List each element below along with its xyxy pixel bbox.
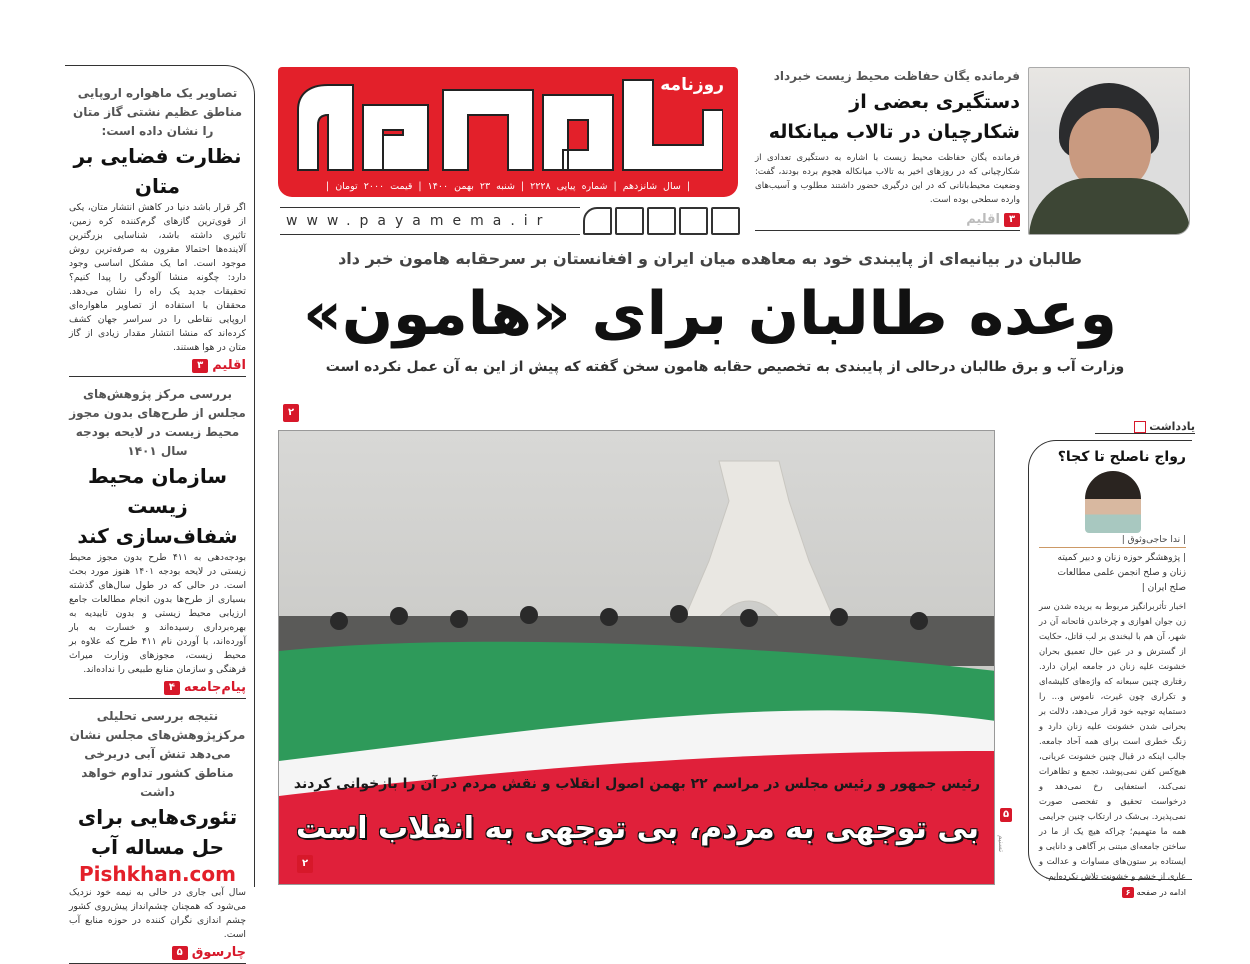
story-body: بودجه‌دهی به ۴۱۱ طرح بدون مجوز محیط زیستی در لایحه بودجه ۱۴۰۱ هنوز مورد بحث است. در حالی که در طول سال‌های گذشته بسیاری از طرح‌ها بدون انجام مطالعات جامع ارزیابی محیط زیستی و بدون تاییدیه به بهره‌برداری رسیده‌اند و خسارت به بار آورده‌اند، با آوردن نام ۴۱۱ طرح که علاوه بر محیط زیست، مجوزهای وزارت میراث فرهنگی و سازمان منابع طبیعی را نداده‌اند. xyxy=(69,552,247,675)
watermark: Pishkhan.com xyxy=(79,862,236,886)
photo-credit: تسنیم xyxy=(997,835,1005,853)
note-label: یادداشت xyxy=(1149,420,1195,433)
section-name: اقلیم xyxy=(212,358,246,373)
story-headline: تئوری‌هایی برای حل مساله آب xyxy=(77,805,238,859)
side-page-number: ۵ xyxy=(1000,808,1012,822)
main-headline[interactable]: وعده طالبان برای «هامون» xyxy=(303,279,1117,349)
main-kicker: طالبان در بیانیه‌ای از پایبندی خود به معاهده میان ایران و افغانستان بر سرحقابه هامون خبر داد xyxy=(338,249,1082,268)
note-body: اخبار تأثربرانگیز مربوط به بریده شدن سر زن جوان اهوازی و چرخاندن فاتحانه آن در شهر، آن هم با لبخندی بر لب قاتل، حکایت از گسترش و در عین حال تعمیق بحران خشونت علیه زنان در جامعه ایران دارد. رفتاری چنین سبعانه که واژه‌های کلیشه‌ای و تکراری چون غیرت، ناموس و... را دستمایه توجیه خود قرار می‌دهد، دلالت بر بحرانی شدن خشونت علیه زنان دارد و زنگ خطری است برای همه آحاد جامعه. جالب اینکه در قبال چنین خشونت عریانی، هیچ‌کس کفن نمی‌پوشد، تجمع و تظاهرات نمی‌کند، استعفایی رخ نمی‌دهد و درخواست تحقیق و تفحصی صورت نمی‌پذیرد. بی‌شک در ارتکاب چنین جرایمی همه ما متهمیم؛ چراکه هیچ یک از ما در ساختن جامعه‌ای مبتنی بر آگاهی و دانایی و ایستاده بر ستون‌های مساوات و عدالت و عاری از خشم و خشونت تلاش نکرده‌ایم. xyxy=(1039,601,1186,881)
section-name: پیام‌جامعه xyxy=(183,680,246,695)
left-story-3[interactable] xyxy=(69,707,246,964)
page-number: ۵ xyxy=(172,946,188,960)
author-photo xyxy=(1085,471,1141,533)
main-photo[interactable] xyxy=(278,430,995,885)
story-headline: نظارت فضایی بر متان xyxy=(73,144,242,198)
newspaper-logo xyxy=(293,75,723,175)
story-headline: سازمان محیط زیست شفاف‌سازی کند xyxy=(77,464,238,548)
story-body: اگر قرار باشد دنیا در کاهش انتشار متان، یکی از قوی‌ترین گازهای گرم‌کننده کره زمین، تاثیری داشته باشد، شناسایی بزرگترین آلاینده‌ها احتمالا مقرون به صرفه‌ترین روش موجود است. اما یک مشکل اساسی وجود دارد: چگونه منشا آلودگی را پیدا کنیم؟ تحقیقات جدید یک راه را نشان می‌دهد. محققان با استفاده از تصاویر ماهواره‌ای اروپایی نقاطی را در سراسر جهان کشف کرده‌اند که منشا انتشار مقدار زیادی از گاز متان در هوا هستند. xyxy=(69,202,246,353)
left-story-1[interactable] xyxy=(69,84,246,377)
section-tag[interactable] xyxy=(69,355,246,377)
left-story-2[interactable] xyxy=(69,385,246,699)
page-number: ۳ xyxy=(1004,213,1020,227)
note-label-row xyxy=(1095,420,1195,434)
main-story-header xyxy=(285,246,1135,378)
issue-info: | سال شانزدهم | شماره پیاپی ۲۲۲۸ | شنبه ۲۳ بهمن ۱۴۰۰ | قیمت ۲۰۰۰ تومان | xyxy=(325,181,691,192)
section-name: اقلیم xyxy=(966,212,1000,227)
story-kicker: تصاویر یک ماهواره اروپایی مناطق عظیم نشتی گاز متان را نشان داده است: xyxy=(72,86,243,138)
page-number: ۳ xyxy=(192,359,208,373)
website-url[interactable]: www.payamema.ir xyxy=(280,207,580,235)
story-kicker: فرمانده یگان حفاظت محیط زیست خبرداد xyxy=(773,69,1020,83)
story-body: فرمانده یگان حفاظت محیط زیست با اشاره به دستگیری تعدادی از شکارچیانی که در روزهای اخیر به تالاب میانکاله هجوم برده بودند، گفت: وضعیت محیط‌بانانی که در این درگیری حضور داشتند مطلوب و آسیب‌های وارده سطحی بوده است. xyxy=(755,153,1020,205)
story-kicker: بررسی مرکز پژوهش‌های مجلس از طرح‌های بدون مجوز محیط زیست در لایحه بودجه سال ۱۴۰۱ xyxy=(69,387,246,458)
continue-text: ادامه در صفحه xyxy=(1136,888,1186,897)
section-tag[interactable] xyxy=(69,677,246,699)
left-column xyxy=(65,65,255,960)
story-kicker: نتیجه بررسی تحلیلی مرکزپژوهش‌های مجلس نشان می‌دهد تنش آبی دربرخی مناطق کشور تداوم خواهد داشت xyxy=(69,709,246,799)
note-author-title: | پژوهشگر حوزه زنان و دبیر کمیته زنان و صلح انجمن علمی مطالعات صلح ایران | xyxy=(1057,553,1186,593)
page-number: ۴ xyxy=(164,681,180,695)
masthead-word: روزنامه xyxy=(660,75,724,95)
note-icon xyxy=(1134,421,1146,433)
note-headline: رواج ناصلح تا کجا؟ xyxy=(1057,449,1186,465)
masthead[interactable] xyxy=(278,67,738,197)
logo-boxes xyxy=(583,207,740,235)
continue-page: ۶ xyxy=(1122,887,1134,898)
section-name: چارسوق xyxy=(191,945,246,960)
top-story[interactable] xyxy=(755,65,1020,231)
continue-link[interactable] xyxy=(1039,887,1186,898)
main-subhead: وزارت آب و برق طالبان درحالی از پایبندی به تخصیص حقابه هامون سخن گفته که پیش از این به آن عمل نکرده است xyxy=(325,359,1125,375)
section-tag[interactable] xyxy=(755,209,1020,231)
main-page-number[interactable]: ۲ xyxy=(283,404,299,422)
section-tag[interactable] xyxy=(69,942,246,964)
note-author: | ندا حاجی‌وثوق | xyxy=(1039,535,1186,548)
photo-headline: بی توجهی به مردم، بی توجهی به انقلاب است xyxy=(295,811,979,846)
officer-photo xyxy=(1028,67,1190,235)
story-headline: دستگیری بعضی از شکارچیان در تالاب میانکاله xyxy=(768,91,1020,143)
story-body: سال آبی جاری در حالی به نیمه خود نزدیک می‌شود که همچنان چشم‌انداز پیش‌روی کشور چشم اندازی نگران کننده در حوزه منابع آب است. xyxy=(69,887,246,940)
photo-page-number: ۲ xyxy=(297,855,313,873)
photo-kicker: رئیس جمهور و رئیس مجلس در مراسم ۲۲ بهمن اصول انقلاب و نقش مردم در آن را بازخوانی کردند xyxy=(293,776,981,792)
opinion-column[interactable] xyxy=(1025,420,1195,897)
